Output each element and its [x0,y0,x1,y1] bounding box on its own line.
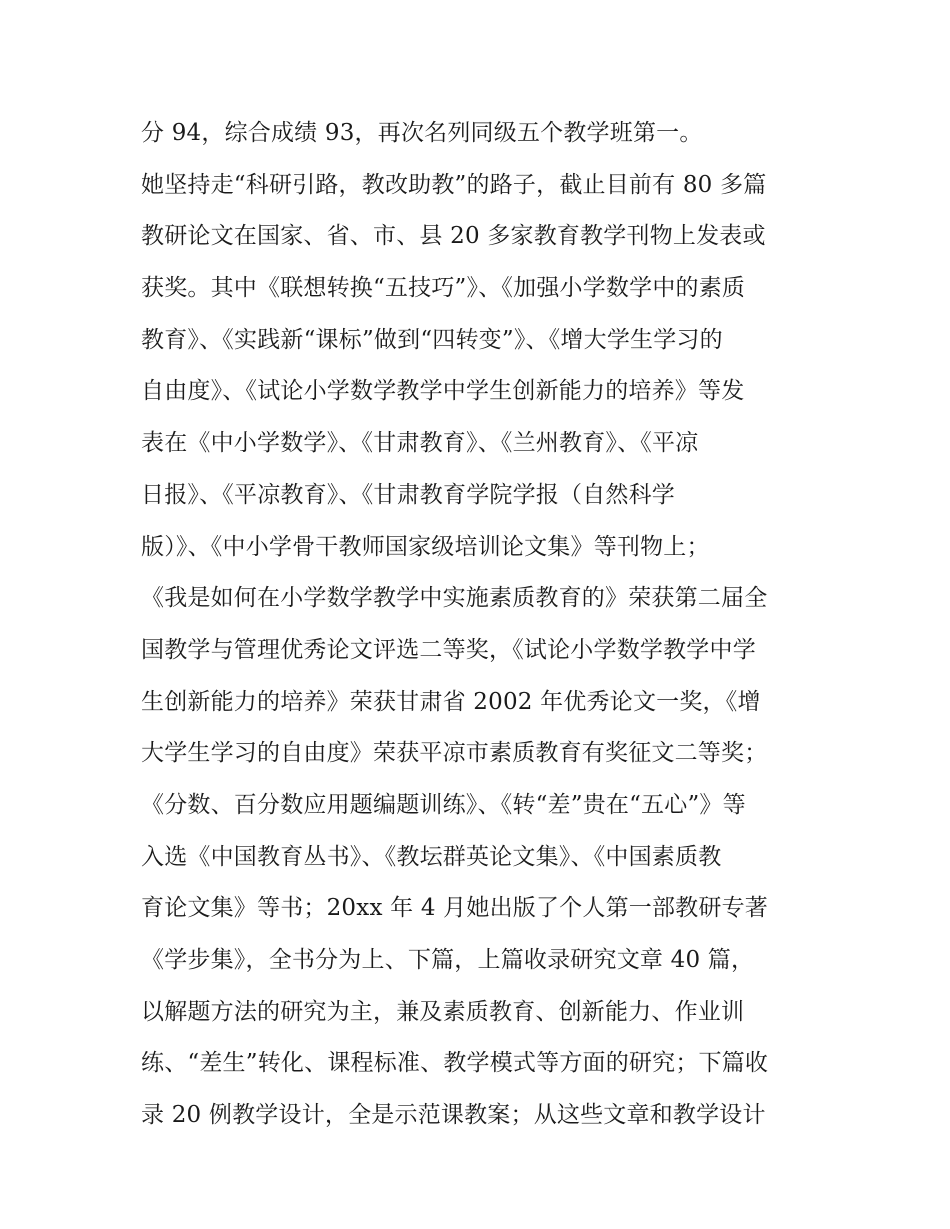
text-line: 自由度》、《试论小学数学教学中学生创新能力的培养》等发 [141,378,745,405]
text-line: 以解题方法的研究为主，兼及素质教育、创新能力、作业训 [141,998,745,1025]
text-line: 教育》、《实践新“课标”做到“四转变”》、《增大学生学习的 [141,326,723,353]
text-line: 入选《中国教育丛书》、《教坛群英论文集》、《中国素质教 [141,843,722,870]
text-line: 《我是如何在小学数学教学中实施素质教育的》荣获第二届全 [141,585,768,612]
text-line: 《分数、百分数应用题编题训练》、《转“差”贵在“五心”》等 [141,791,746,818]
text-line: 获奖。其中《联想转换“五技巧”》、《加强小学数学中的素质 [141,275,746,302]
text-line: 她坚持走“科研引路，教改助教”的路子，截止目前有 80 多篇 [141,171,767,198]
text-line: 育论文集》等书；20xx 年 4 月她出版了个人第一部教研专著 [141,895,768,922]
text-line: 日报》、《平凉教育》、《甘肃教育学院学报（自然科学 [141,481,675,508]
text-line: 版）》、《中小学骨干教师国家级培训论文集》等刊物上； [141,533,710,560]
body-text [141,108,821,1142]
text-line: 大学生学习的自由度》荣获平凉市素质教育有奖征文二等奖； [141,740,768,767]
text-line: 《学步集》，全书分为上、下篇，上篇收录研究文章 40 篇， [141,947,755,973]
text-line: 练、“差生”转化、课程标准、教学模式等方面的研究；下篇收 [141,1050,769,1077]
text-line: 录 20 例教学设计，全是示范课教案；从这些文章和教学设计 [141,1102,766,1129]
text-line: 国教学与管理优秀论文评选二等奖，《试论小学数学教学中学 [141,636,756,663]
text-line: 分 94，综合成绩 93，再次名列同级五个教学班第一。 [141,120,703,146]
text-line: 表在《中小学数学》、《甘肃教育》、《兰州教育》、《平凉 [141,430,699,457]
text-line: 生创新能力的培养》荣获甘肃省 2002 年优秀论文一奖，《增 [141,688,761,715]
text-line: 教研论文在国家、省、市、县 20 多家教育教学刊物上发表或 [141,223,766,250]
